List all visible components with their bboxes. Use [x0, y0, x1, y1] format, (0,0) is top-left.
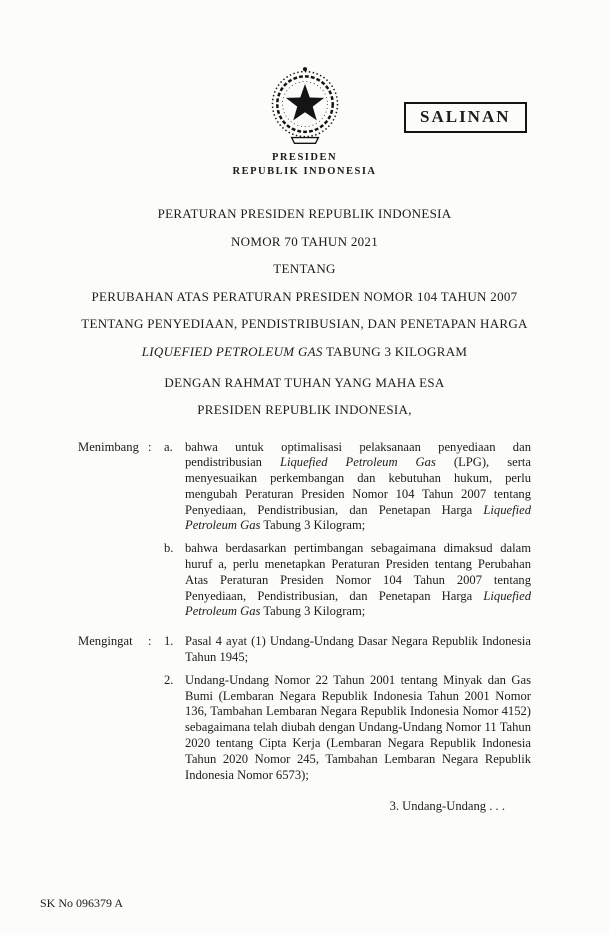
item-text: bahwa untuk optimalisasi pelaksanaan penyediaan dan pendistribusian Liquefied Petroleum Gas (LPG), serta menyesuaikan perkembangan dan kebutuhan hukum, perlu mengubah Peraturan Presiden Nomor 104 Tahun 2007 tentang Penyediaan, Pendistribusian, dan Penetapan Harga Liquefied Petroleum Gas Tabung 3 Kilogram; [185, 439, 531, 533]
item-marker: b. [164, 541, 174, 556]
title-block [0, 207, 609, 358]
considering-label: Menimbang [78, 439, 139, 454]
letterhead-presiden: PRESIDEN [271, 152, 338, 163]
considering-items [164, 440, 531, 621]
recalling-item-2 [164, 673, 531, 784]
letterhead-republik-indonesia: REPUBLIK INDONESIA [232, 166, 377, 177]
recalling-label: Mengingat [78, 634, 133, 649]
regulation-number: NOMOR 70 TAHUN 2021 [230, 233, 379, 249]
considering-item-b [164, 541, 531, 620]
document-code: SK No 096379 A [40, 896, 124, 910]
authority-line: PRESIDEN REPUBLIK INDONESIA, [197, 401, 412, 417]
garuda-star-emblem-icon [257, 62, 353, 150]
recalling-colon: : [148, 634, 152, 649]
regulation-title: PERATURAN PRESIDEN REPUBLIK INDONESIA [157, 206, 452, 221]
invocation-line: DENGAN RAHMAT TUHAN YANG MAHA ESA [164, 374, 445, 390]
recalling-section [78, 634, 531, 783]
recalling-items [164, 634, 531, 783]
subject-line-2: TENTANG PENYEDIAAN, PENDISTRIBUSIAN, DAN PENETAPAN HARGA [81, 316, 528, 331]
preamble [0, 376, 609, 416]
considering-colon: : [148, 439, 152, 454]
item-text: bahwa berdasarkan pertimbangan sebagaimana dimaksud dalam huruf a, perlu menetapkan Peraturan Presiden tentang Perubahan Atas Peraturan Presiden Nomor 104 Tahun 2007 tentang Penyediaan, Pendistribusian, dan Penetapan Harga Liquefied Petroleum Gas Tabung 3 Kilogram; [185, 541, 531, 619]
recalling-item-1 [164, 634, 531, 666]
salinan-stamp [404, 102, 527, 133]
considering-section [78, 440, 531, 621]
item-marker: a. [164, 439, 173, 454]
subject-line-3: LIQUEFIED PETROLEUM GAS TABUNG 3 KILOGRAM [141, 343, 468, 359]
item-marker: 1. [164, 634, 174, 649]
letterhead [0, 152, 609, 177]
page-catchword: 3. Undang-Undang . . . [389, 799, 505, 814]
subject-line-1: PERUBAHAN ATAS PERATURAN PRESIDEN NOMOR 104 TAHUN 2007 [91, 288, 518, 304]
item-marker: 2. [164, 672, 174, 687]
item-text: Undang-Undang Nomor 22 Tahun 2001 tentang Minyak dan Gas Bumi (Lembaran Negara Republik Indonesia Tahun 2001 Nomor 136, Tambahan Lembaran Negara Republik Indonesia Nomor 4152) sebagaimana telah diubah dengan Undang-Undang Nomor 11 Tahun 2020 tentang Cipta Kerja (Lembaran Negara Republik Indonesia Tahun 2020 Nomor 245, Tambahan Lembaran Negara Republik Indonesia Nomor 6573); [185, 672, 531, 782]
considering-item-a [164, 440, 531, 535]
salinan-stamp-label: SALINAN [420, 107, 511, 126]
body-content [78, 440, 531, 816]
tentang-label: TENTANG [273, 261, 336, 276]
item-text: Pasal 4 ayat (1) Undang-Undang Dasar Negara Republik Indonesia Tahun 1945; [185, 634, 531, 665]
